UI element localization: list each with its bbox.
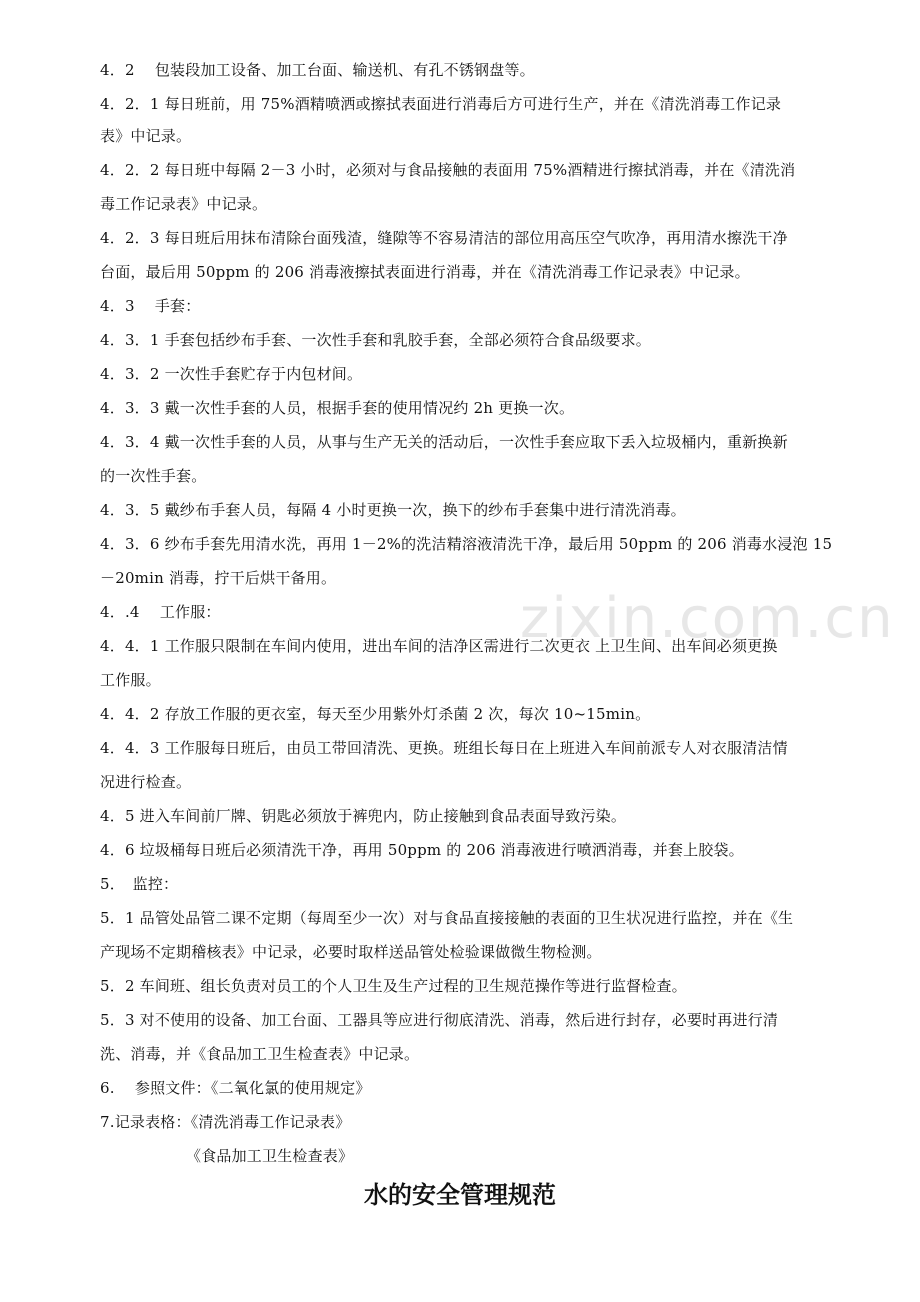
text-line: 4．3．6 纱布手套先用清水洗，再用 1－2%的洗洁精溶液清洗干净，最后用 50ppm 的 206 消毒水浸泡 15: [100, 535, 833, 553]
text-line: 5．3 对不使用的设备、加工台面、工器具等应进行彻底清洗、消毒，然后进行封存，必要时再进行清: [100, 1011, 779, 1029]
text-line: 4．.4 工作服：: [100, 603, 221, 621]
text-line: 4．3．2 一次性手套贮存于内包材间。: [100, 365, 363, 383]
text-line: 4．2．2 每日班中每隔 2－3 小时，必须对与食品接触的表面用 75%酒精进行擦拭消毒，并在《清洗消: [100, 161, 796, 179]
text-line: 4．3．4 戴一次性手套的人员，从事与生产无关的活动后，一次性手套应取下丢入垃圾桶内，重新换新: [100, 433, 788, 451]
text-line: 5． 监控：: [100, 875, 179, 893]
text-line: 4．3．5 戴纱布手套人员，每隔 4 小时更换一次，换下的纱布手套集中进行清洗消毒。: [100, 501, 686, 519]
text-line: 4．3．1 手套包括纱布手套、一次性手套和乳胶手套，全部必须符合食品级要求。: [100, 331, 652, 349]
text-line: 5．1 品管处品管二课不定期（每周至少一次）对与食品直接接触的表面的卫生状况进行监控，并在《生: [100, 909, 794, 927]
text-line: 4．4．1 工作服只限制在车间内使用，进出车间的洁净区需进行二次更衣 上卫生间、出车间必须更换: [100, 637, 778, 655]
text-line: 4．5 进入车间前厂牌、钥匙必须放于裤兜内，防止接触到食品表面导致污染。: [100, 807, 627, 825]
text-line: 5．2 车间班、组长负责对员工的个人卫生及生产过程的卫生规范操作等进行监督检查。: [100, 977, 687, 995]
text-line: 台面，最后用 50ppm 的 206 消毒液擦拭表面进行消毒，并在《清洗消毒工作记录表》中记录。: [100, 263, 750, 281]
text-line: 4．2．1 每日班前，用 75%酒精喷洒或擦拭表面进行消毒后方可进行生产，并在《清洗消毒工作记录: [100, 95, 782, 113]
text-line: 4．3．3 戴一次性手套的人员，根据手套的使用情况约 2h 更换一次。: [100, 399, 575, 417]
text-line: 《食品加工卫生检查表》: [186, 1147, 354, 1165]
text-line: 况进行检查。: [100, 773, 192, 791]
text-line: 的一次性手套。: [100, 467, 207, 485]
text-line: 4．2 包装段加工设备、加工台面、输送机、有孔不锈钢盘等。: [100, 61, 535, 79]
text-line: 工作服。: [100, 671, 161, 689]
watermark: zixin.com.cn: [520, 586, 895, 651]
text-line: 4．2．3 每日班后用抹布清除台面残渣，缝隙等不容易清洁的部位用高压空气吹净，再用清水擦洗干净: [100, 229, 788, 247]
text-line: 毒工作记录表》中记录。: [100, 195, 268, 213]
text-line: 4．4．3 工作服每日班后，由员工带回清洗、更换。班组长每日在上班进入车间前派专人对衣服清洁情: [100, 739, 788, 757]
text-line: 4．3 手套：: [100, 297, 201, 315]
text-line: 产现场不定期稽核表》中记录，必要时取样送品管处检验课做微生物检测。: [100, 943, 602, 961]
text-line: 洗、消毒，并《食品加工卫生检查表》中记录。: [100, 1045, 420, 1063]
text-line: 4．4．2 存放工作服的更衣室，每天至少用紫外灯杀菌 2 次，每次 10~15min。: [100, 705, 651, 723]
text-line: 7.记录表格：《清洗消毒工作记录表》: [100, 1113, 351, 1131]
text-line: 表》中记录。: [100, 127, 192, 145]
section-title: 水的安全管理规范: [364, 1181, 556, 1209]
text-line: －20min 消毒，拧干后烘干备用。: [100, 569, 337, 587]
text-line: 4．6 垃圾桶每日班后必须清洗干净，再用 50ppm 的 206 消毒液进行喷洒消毒，并套上胶袋。: [100, 841, 744, 859]
text-line: 6. 参照文件：《二氧化氯的使用规定》: [100, 1079, 371, 1097]
